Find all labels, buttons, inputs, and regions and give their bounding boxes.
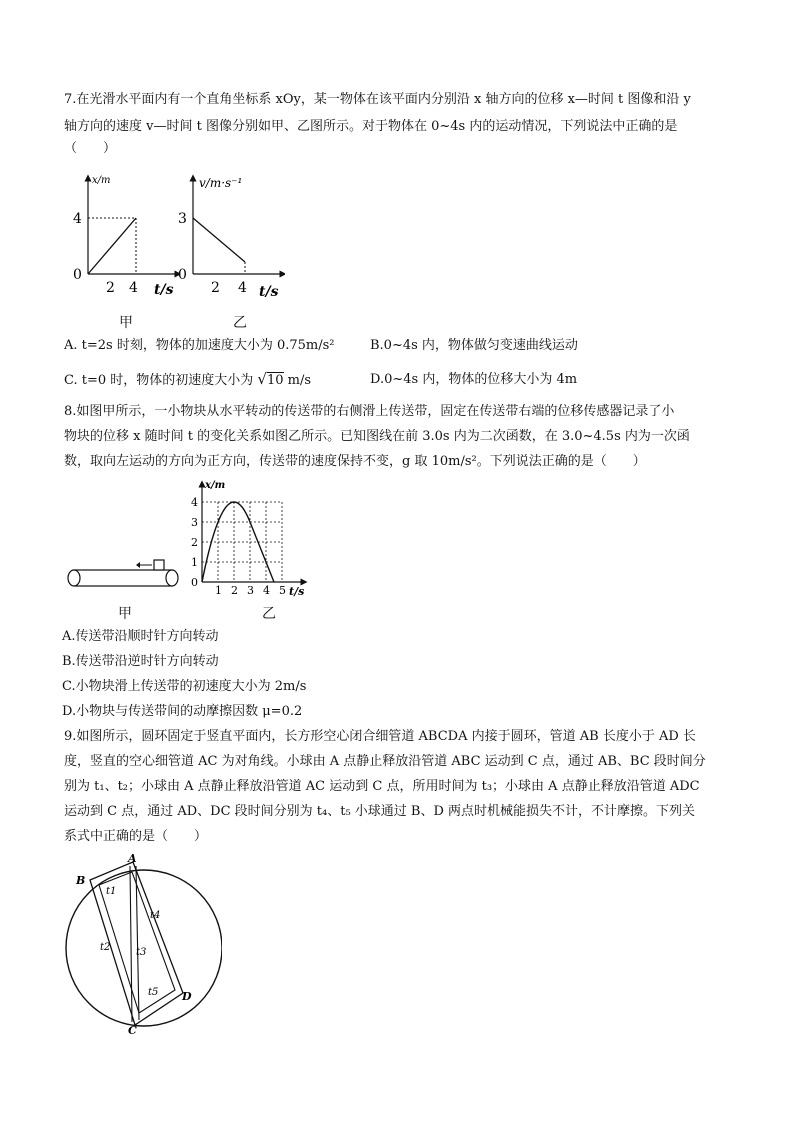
point-d-label: D [182,990,192,1003]
q7-yi-xlabel: t/s [259,284,279,300]
q8-x-tick-3: 3 [247,584,254,597]
q8-chart-yi [186,478,311,603]
q7-option-a: A. t=2s 时刻，物体的加速度大小为 0.75m/s² [64,338,335,353]
q7-yi-caption: 乙 [233,315,247,331]
q8-yi-caption: 乙 [262,606,276,622]
q9-line-2: 度，竖直的空心细管道 AC 为对角线。小球由 A 点静止释放沿管道 ABC 运动到 C 点，通过 AB、BC 段时间分 [64,754,706,769]
q8-option-c: C.小物块滑上传送带的初速度大小为 2m/s [62,679,307,694]
q9-line-3: 别为 t₁、t₂；小球由 A 点静止释放沿管道 AC 运动到 C 点，所用时间为 t₃；小球由 A 点静止释放沿管道 ADC [64,779,700,794]
q8-x-tick-1: 1 [215,584,222,597]
t5-label: t5 [148,987,159,998]
q9-line-1: 9.如图所示，圆环固定于竖直平面内，长方形空心闭合细管道 ABCDA 内接于圆环，管道 AB 长度小于 AD 长 [64,729,696,744]
q7-yi-x-tick-2: 2 [211,280,220,296]
q8-option-b: B.传送带沿逆时针方向转动 [62,654,219,669]
q7-yi-data-line [193,218,245,262]
q7-option-c [64,370,311,390]
q8-y-tick-2: 2 [191,536,198,549]
q7-jia-data-line [88,218,136,274]
q8-option-a: A.传送带沿顺时针方向转动 [62,629,219,644]
q7-jia-xlabel: t/s [154,282,174,298]
q7-jia-caption: 甲 [119,315,133,331]
belt-left-roller [68,570,80,586]
q7-jia-y-tick: 4 [73,211,82,227]
q7-option-c-pre: C. t=0 时，物体的初速度大小为 [64,373,258,388]
pipe-ac-left [130,866,132,1022]
q8-y-tick-3: 3 [191,516,198,529]
point-c-label: C [128,1024,137,1035]
q8-line-2: 物块的位移 x 随时间 t 的变化关系如图乙所示。已知图线在前 3.0s 内为二次函数，在 3.0~4.5s 内为一次函 [64,429,690,444]
belt-right-roller [166,570,178,586]
q7-line-2: 轴方向的速度 v—时间 t 图像分别如甲、乙图所示。对于物体在 0~4s 内的运动情况，下列说法中正确的是 [64,119,678,134]
belt-body [74,570,172,586]
q7-jia-ylabel: x/m [92,175,111,186]
q8-jia-caption: 甲 [118,606,132,622]
q7-jia-origin: 0 [73,267,82,283]
q8-ylabel: x/m [205,480,226,491]
q8-option-d: D.小物块与传送带间的动摩擦因数 μ=0.2 [62,704,303,719]
q8-line-3: 数，取向左运动的方向为正方向，传送带的速度保持不变，g 取 10m/s²。下列说法正确的是（ ） [64,454,646,469]
q9-line-5: 系式中正确的是（ ） [64,829,208,844]
q7-option-b: B.0~4s 内，物体做匀变速曲线运动 [370,338,578,353]
point-b-label: B [76,874,86,887]
q7-yi-origin: 0 [178,267,187,283]
q8-x-tick-5: 5 [279,584,286,597]
t1-label: t1 [106,886,117,897]
q7-jia-x-tick-2: 2 [106,280,115,296]
q7-jia-x-tick-4: 4 [129,280,138,296]
q8-grid [202,502,282,582]
q7-option-c-post: m/s [283,373,312,388]
q8-xlabel: t/s [289,585,305,598]
q8-y-tick-4: 4 [191,496,198,509]
q7-yi-ylabel: v/m·s⁻¹ [199,176,243,190]
sqrt-icon: √ [257,370,267,388]
q7-chart-jia [70,170,180,305]
q8-x-tick-4: 4 [263,584,270,597]
q7-yi-x-tick-4: 4 [238,280,247,296]
q8-line-1: 8.如图甲所示，一小物块从水平转动的传送带的右侧滑上传送带，固定在传送带右端的位移传感器记录了小 [64,404,675,419]
t4-label: t4 [150,910,161,921]
point-a-label: A [128,852,137,865]
q7-option-d: D.0~4s 内，物体的位移大小为 4m [370,372,578,387]
q7-line-3: （ ） [64,141,117,156]
small-block [154,560,164,570]
q8-belt-figure [64,555,189,595]
q7-chart-yi [175,170,285,305]
t3-label: t3 [136,947,147,958]
q7-line-1: 7.在光滑水平面内有一个直角坐标系 xOy，某一物体在该平面内分别沿 x 轴方向的位移 x—时间 t 图像和沿 y [64,92,691,107]
q8-x-tick-2: 2 [231,584,238,597]
q9-figure [62,850,222,1035]
q7-option-c-radicand: 10 [266,373,284,388]
q8-y-tick-1: 1 [191,556,198,569]
q8-origin: 0 [191,576,198,589]
q7-yi-y-tick: 3 [178,211,187,227]
q9-line-4: 运动到 C 点，通过 AD、DC 段时间分别为 t₄、t₅ 小球通过 B、D 两点时机械能损失不计，不计摩擦。下列关 [64,804,696,819]
t2-label: t2 [100,942,111,953]
block-arrow-head-icon [136,562,140,568]
